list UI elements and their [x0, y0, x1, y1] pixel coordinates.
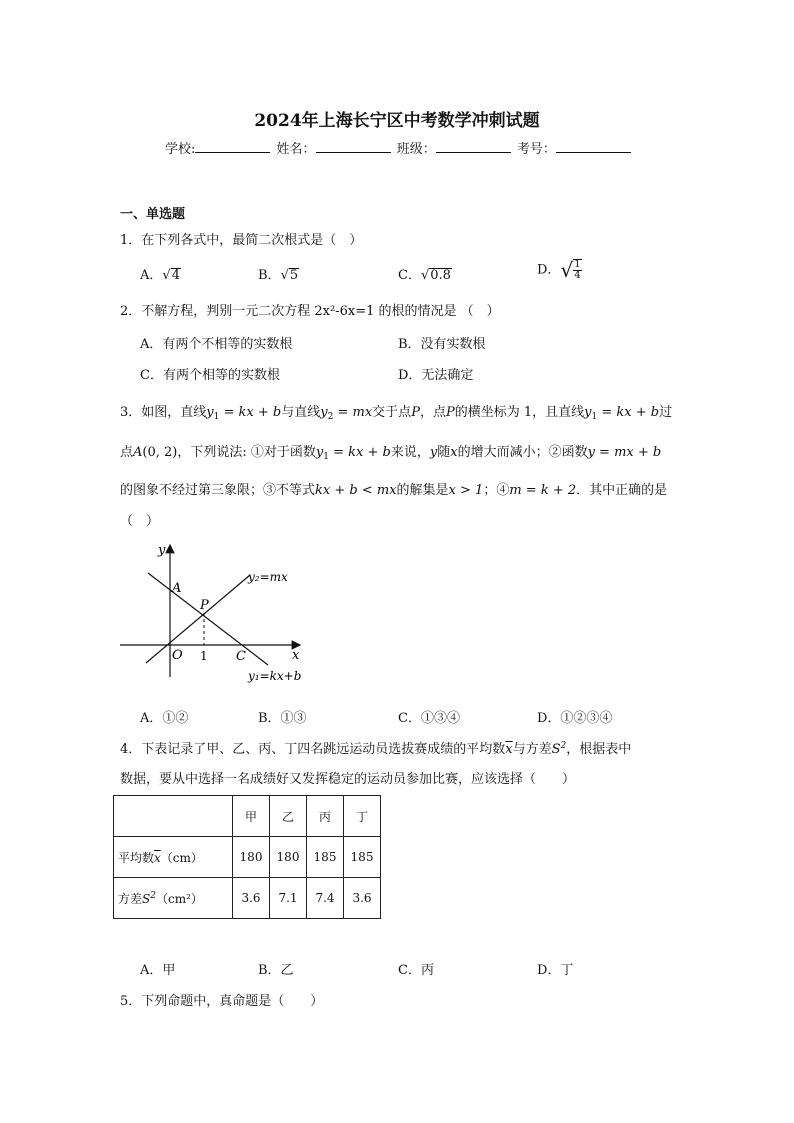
- point-a-coords: (0, 2): [142, 445, 178, 460]
- label-a: A: [172, 581, 182, 596]
- inequality: kx + b < mx: [315, 483, 397, 498]
- formula-y1: $y_1$ = kx + b: [584, 405, 660, 422]
- q1-option-d: D．√ $\frac{1}{4}$: [537, 258, 581, 282]
- q2-stem: 2．不解方程，判别一元二次方程 2x²-6x=1 的根的情况是 （ ）: [120, 304, 500, 319]
- radicand: 5: [289, 268, 299, 283]
- point-p: P: [411, 405, 420, 420]
- exam-no-label: 考号：: [516, 142, 556, 157]
- q1-option-a: A．√4: [140, 268, 180, 283]
- class-blank: [436, 140, 511, 153]
- sqrt-symbol: √: [162, 268, 171, 283]
- fraction: $\frac{1}{4}$: [574, 259, 581, 281]
- table-cell: [114, 796, 233, 837]
- formula-y: y = mx + b: [587, 445, 662, 460]
- label-x: x: [292, 648, 300, 663]
- table-cell: 7.4: [307, 878, 344, 919]
- x-bar: $\overline{x}$: [505, 742, 513, 757]
- label-p: P: [200, 598, 209, 613]
- q3-line-3: 的图象不经过第三象限；③不等式kx + b < mx的解集是x > 1；④m = k + 2．其中正确的是: [120, 483, 668, 498]
- name-label: 姓名：: [276, 142, 316, 157]
- label-c: C: [236, 649, 246, 664]
- q3-figure: [118, 535, 318, 685]
- formula-y2: $y_2$ = mx: [320, 405, 373, 422]
- q4-option-b: B．乙: [258, 963, 294, 978]
- label-y: y: [158, 543, 166, 558]
- table-row: [114, 837, 381, 878]
- radicand: 4: [171, 268, 180, 283]
- table-header: 甲: [233, 796, 270, 837]
- q4-line-2: 数据，要从中选择一名成绩好又发挥稳定的运动员参加比赛，应该选择（ ）: [120, 772, 576, 787]
- table-header: 丁: [344, 796, 381, 837]
- q1-option-c: C．√0.8: [398, 268, 451, 283]
- line-y2: [146, 575, 250, 663]
- table-cell: 180: [270, 837, 307, 878]
- q2-option-b: B．没有实数根: [398, 337, 486, 352]
- q5-stem: 5．下列命题中，真命题是（ ）: [120, 994, 324, 1009]
- scores-table: [113, 795, 381, 919]
- q2-option-a: A．有两个不相等的实数根: [140, 337, 293, 352]
- q3-option-b: B．①③: [258, 711, 307, 726]
- class-label: 班级：: [396, 142, 436, 157]
- section-heading: 一、单选题: [120, 207, 186, 222]
- table-row: [114, 878, 381, 919]
- q3-option-c: C．①③④: [398, 711, 460, 726]
- table-row: [114, 796, 381, 837]
- q3-option-a: A．①②: [140, 711, 189, 726]
- var-y: y: [429, 445, 438, 460]
- student-info-line: [165, 138, 633, 157]
- label-1: 1: [200, 649, 208, 663]
- solution-set: x > 1: [448, 483, 484, 498]
- q1-stem: 1．在下列各式中，最简二次根式是（ ）: [120, 233, 363, 248]
- row-label-variance: 方差$S^2(cm^2)$: [114, 878, 233, 919]
- x-bar: $\overline{x}$: [154, 850, 161, 865]
- s-squared: $S^2$: [551, 741, 567, 757]
- name-blank: [316, 140, 391, 153]
- label-y2-eq: y₂=mx: [248, 570, 288, 584]
- s-squared: $S^2$: [142, 890, 156, 906]
- point-a: A: [133, 445, 143, 460]
- point-p: P: [445, 405, 455, 420]
- relation: m = k + 2: [509, 483, 577, 498]
- formula-y1: $y_1$ = kx + b: [206, 405, 282, 422]
- q3-line-2: 点A(0, 2)，下列说法: ①对于函数$y_1$ = kx + b来说，y随x的增大而减小；②函数y = mx + b: [120, 445, 662, 462]
- q4-option-c: C．丙: [398, 963, 434, 978]
- label-o: O: [172, 648, 183, 663]
- row-label-mean: 平均数$\overline{x}(cm)$: [114, 837, 233, 878]
- sqrt-symbol: √: [280, 268, 289, 283]
- sqrt-symbol: √: [560, 258, 574, 282]
- q1-option-b: B．√5: [258, 268, 299, 283]
- table-header: 丙: [307, 796, 344, 837]
- table-cell: 185: [344, 837, 381, 878]
- q2-option-d: D．无法确定: [398, 368, 474, 383]
- table-cell: 3.6: [233, 878, 270, 919]
- table-header: 乙: [270, 796, 307, 837]
- formula-y1: $y_1$ = kx + b: [315, 445, 391, 462]
- table-cell: 180: [233, 837, 270, 878]
- q3-option-d: D．①②③④: [537, 711, 613, 726]
- table-cell: 3.6: [344, 878, 381, 919]
- var-x: x: [450, 445, 458, 460]
- q4-option-d: D．丁: [537, 963, 574, 978]
- school-blank: [195, 140, 270, 153]
- q3-line-1: 3．如图，直线$y_1$ = kx + b与直线$y_2$ = mx交于点P，点P的横坐标为 1，且直线$y_1$ = kx + b过: [120, 405, 673, 422]
- q2-option-c: C．有两个相等的实数根: [140, 368, 280, 383]
- label-y1-eq: y₁=kx+b: [248, 669, 302, 683]
- exam-no-blank: [556, 140, 631, 153]
- line-y1: [148, 573, 268, 665]
- table-cell: 7.1: [270, 878, 307, 919]
- school-label: 学校:: [165, 142, 196, 157]
- q4-option-a: A．甲: [140, 963, 176, 978]
- radicand: 0.8: [430, 268, 451, 283]
- q4-line-1: 4．下表记录了甲、乙、丙、丁四名跳远运动员选拔赛成绩的平均数$\overline{x}$与方差$S^2$，根据表中: [120, 741, 632, 757]
- sqrt-symbol: √: [420, 268, 430, 283]
- q3-line-4: （ ）: [120, 514, 160, 529]
- page-title: 2024年上海长宁区中考数学冲刺试题: [254, 111, 540, 131]
- table-cell: 185: [307, 837, 344, 878]
